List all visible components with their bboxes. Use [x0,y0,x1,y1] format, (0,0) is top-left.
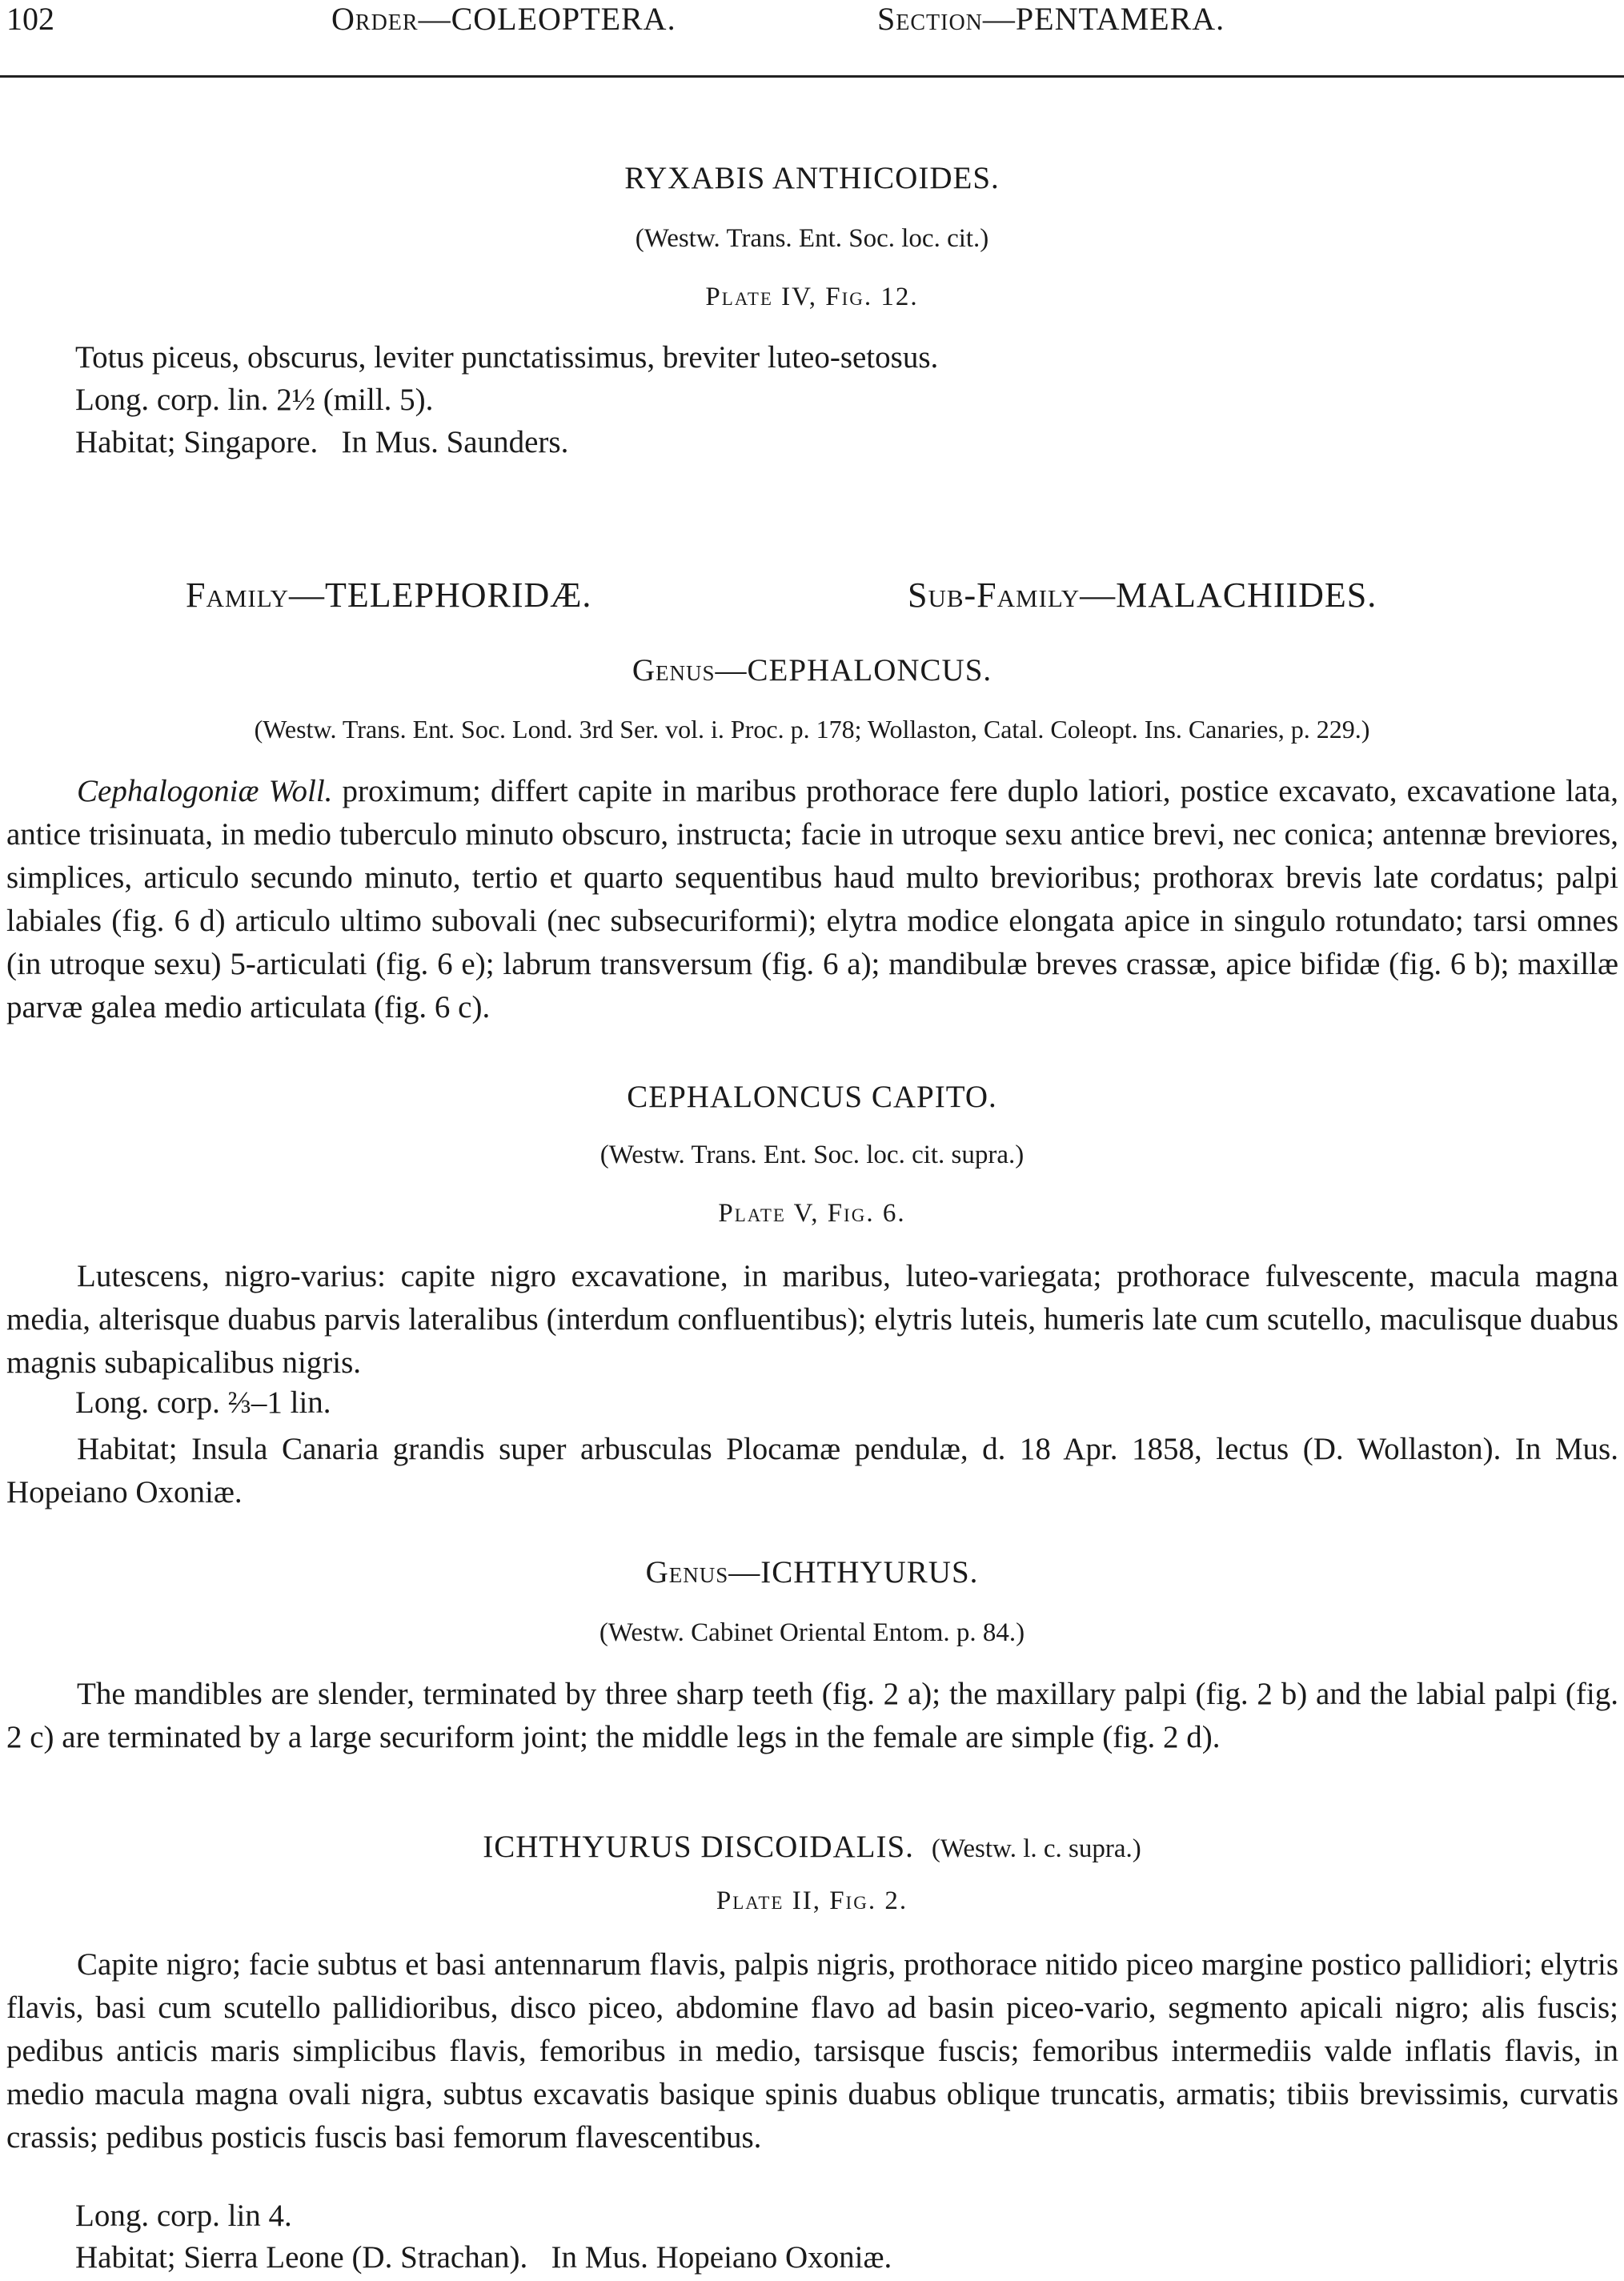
ryxabis-habitat: Habitat; Singapore. In Mus. Saunders. [75,425,569,459]
section-heading [877,0,1225,38]
page-number: 102 [6,1,54,37]
cephaloncus-capito-habitat: Habitat; Insula Canaria grandis super arbusculas Plocamæ pendulæ, d. 18 Apr. 1858, lectus (D. Wollaston). In Mus. Hopeiano Oxoniæ. [6,1432,1618,1509]
cephaloncus-genus-description [6,770,1618,1029]
family-prefix: Family [186,575,289,615]
genus-prefix: Genus [632,653,716,688]
family-heading [186,575,591,615]
ryxabis-description: Totus piceus, obscurus, leviter punctatissimus, breviter luteo-setosus. [75,340,939,375]
ichthyurus-genus-reference: (Westw. Cabinet Oriental Entom. p. 84.) [599,1618,1025,1647]
section-prefix: Section [877,1,983,37]
ichthyurus-genus-description: The mandibles are slender, terminated by three sharp teeth (fig. 2 a); the maxillary palpi (fig. 2 b) and the labial palpi (fig. 2 c) are terminated by a large securiform joint; the middle legs in the female are simple (fig. 2 d). [6,1677,1618,1754]
genus-comparison-italic: Cephalogoniæ Woll. [77,774,333,808]
cephaloncus-capito-plate: Plate V, Fig. 6. [718,1199,906,1228]
genus-name-2: —ICHTHYURUS. [728,1555,979,1589]
order-name: —COLEOPTERA. [418,1,676,37]
ichthyurus-discoidalis-habitat: Habitat; Sierra Leone (D. Strachan). In Mus. Hopeiano Oxoniæ. [75,2240,892,2275]
cephaloncus-capito-reference: (Westw. Trans. Ent. Soc. loc. cit. supra.) [599,1140,1025,1169]
ichthyurus-discoidalis-reference: (Westw. l. c. supra.) [931,1834,1141,1863]
ichthyurus-genus-heading [0,1554,1624,1590]
cephaloncus-genus-reference: (Westw. Trans. Ent. Soc. Lond. 3rd Ser. vol. i. Proc. p. 178; Wollaston, Catal. Coleopt. Ins. Canaries, p. 229.) [254,715,1370,744]
subfamily-prefix: Sub-Family [908,575,1081,615]
family-name: —TELEPHORIDÆ. [288,575,592,615]
ichthyurus-discoidalis-plate: Plate II, Fig. 2. [716,1886,908,1915]
order-prefix: Order [331,1,419,37]
ryxabis-title: RYXABIS ANTHICOIDES. [624,161,1000,195]
ryxabis-length: Long. corp. lin. 2½ (mill. 5). [75,383,434,417]
subfamily-heading [908,575,1377,615]
order-heading [331,0,676,38]
cephaloncus-capito-title: CEPHALONCUS CAPITO. [627,1080,997,1114]
cephaloncus-capito-description: Lutescens, nigro-varius: capite nigro excavatione, in maribus, luteo-variegata; prothorace fulvescente, macula magna media, alterisque duabus parvis lateralibus (interdum confluentibus); elytris luteis, humeris late cum scutello, maculisque duabus magnis subapicalibus nigris. [6,1259,1618,1380]
ichthyurus-discoidalis-title: ICHTHYURUS DISCOIDALIS. [483,1830,914,1864]
ichthyurus-discoidalis-length: Long. corp. lin 4. [75,2199,292,2233]
genus-name: —CEPHALONCUS. [715,653,992,688]
ryxabis-plate: Plate IV, Fig. 12. [705,283,919,311]
section-name: —PENTAMERA. [982,1,1225,37]
ichthyurus-discoidalis-heading [0,1829,1624,1865]
genus-description-text: proximum; differt capite in maribus prothorace fere duplo latiori, postice excavato, excavatione lata, antice trisinuata, in medio tuberculo minuto obscuro, instructa; facie in utroque sexu antice brevi, nec conica; antennæ breviores, simplices, articulo secundo minuto, tertio et quarto sequentibus haud multo brevioribus; prothorax brevis late cordatus; palpi labiales (fig. 6 d) articulo ultimo subovali (nec subsecuriformi); elytra modice elongata apice in singulo rotundato; tarsi omnes (in utroque sexu) 5-articulati (fig. 6 e); labrum transversum (fig. 6 a); mandibulæ breves crassæ, apice bifidæ (fig. 6 b); maxillæ parvæ galea medio articulata (fig. 6 c). [6,774,1618,1024]
ryxabis-reference: (Westw. Trans. Ent. Soc. loc. cit.) [635,224,989,253]
header-rule [0,75,1624,78]
cephaloncus-genus-heading [0,652,1624,688]
subfamily-name: —MALACHIIDES. [1080,575,1377,615]
genus-prefix-2: Genus [645,1555,729,1589]
ichthyurus-discoidalis-description: Capite nigro; facie subtus et basi antennarum flavis, palpis nigris, prothorace nitido piceo margine postico pallidiori; elytris flavis, basi cum scutello pallidioribus, disco piceo, abdomine flavo ad basin piceo-vario, segmento apicali nigro; alis fuscis; pedibus anticis maris simplicibus flavis, femoribus in medio, tarsisque fuscis; femoribus intermediis valde inflatis flavis, in medio macula magna ovali nigra, subtus excavatis basique spinis duabus oblique truncatis, armatis; tibiis brevissimis, curvatis crassis; pedibus posticis fuscis basi femorum flavescentibus. [6,1947,1618,2155]
cephaloncus-capito-length: Long. corp. ⅔–1 lin. [75,1385,331,1420]
